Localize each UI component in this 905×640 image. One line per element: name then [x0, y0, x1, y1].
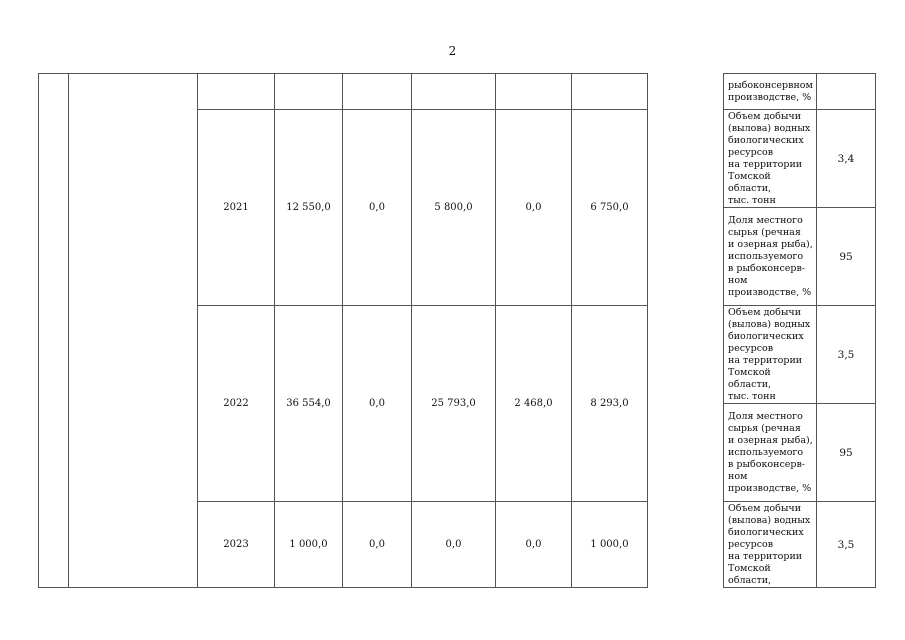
indicator-label: Объем добычи (вылова) водных биологических ресурсов на территории Томской области, — [728, 502, 811, 586]
value-cell: 0,0 — [525, 201, 542, 213]
value-cell: 0,0 — [369, 538, 385, 550]
value-cell: 0,0 — [525, 538, 542, 550]
year-cell: 2021 — [223, 201, 249, 213]
value-cell: 2 468,0 — [514, 397, 553, 409]
indicator-value: 3,5 — [837, 538, 855, 551]
indicator-value — [817, 74, 875, 109]
indicator-label: рыбоконсервном производстве, % — [728, 79, 813, 103]
value-cell: 1 000,0 — [590, 538, 629, 550]
indicator-value: 3,5 — [837, 348, 855, 361]
indicator-label: Доля местного сырья (речная и озерная рыба), используемого в рыбоконсерв- ном производстве, % — [728, 214, 813, 298]
value-cell: 0,0 — [445, 538, 462, 550]
indicator-value: 95 — [839, 446, 853, 459]
indicator-value: 3,4 — [837, 152, 855, 165]
indicator-label: Объем добычи (вылова) водных биологических ресурсов на территории Томской области, тыс. тонн — [728, 306, 811, 402]
page-number: 2 — [448, 44, 457, 58]
value-cell: 0,0 — [369, 201, 385, 213]
value-cell: 5 800,0 — [434, 201, 473, 213]
value-cell: 25 793,0 — [431, 397, 476, 409]
indicator-label: Объем добычи (вылова) водных биологических ресурсов на территории Томской области, тыс. тонн — [728, 110, 811, 206]
value-cell: 8 293,0 — [590, 397, 629, 409]
indicator-value: 95 — [839, 250, 853, 263]
year-cell: 2022 — [223, 397, 249, 409]
total-cell: 12 550,0 — [286, 201, 331, 213]
value-cell: 0,0 — [369, 397, 385, 409]
total-cell: 1 000,0 — [289, 538, 328, 550]
indicator-label: Доля местного сырья (речная и озерная рыба), используемого в рыбоконсерв- ном производстве, % — [728, 410, 813, 494]
year-cell: 2023 — [223, 538, 249, 550]
total-cell: 36 554,0 — [286, 397, 331, 409]
value-cell: 6 750,0 — [590, 201, 629, 213]
